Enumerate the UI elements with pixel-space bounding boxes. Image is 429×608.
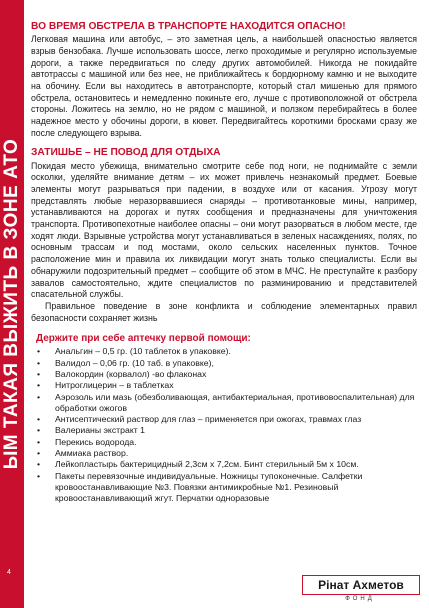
bullet-icon: •: [37, 391, 41, 402]
bullet-icon: •: [37, 425, 41, 436]
bullet-icon: •: [37, 357, 41, 368]
list-item: [37, 437, 417, 448]
list-item: [37, 448, 417, 459]
list-item: [37, 414, 417, 425]
list-item-text: Анальгин – 0,5 гр. (10 таблеток в упаковке).: [55, 346, 231, 357]
list-item-text: Перекись водорода.: [55, 436, 137, 447]
list-item-text: Валокордин (корвалол) -во флаконах: [55, 368, 207, 379]
bullet-icon: •: [37, 414, 41, 425]
heading-shelling-transport: ВО ВРЕМЯ ОБСТРЕЛА В ТРАНСПОРТЕ НАХОДИТСЯ ОПАСНО!: [31, 21, 346, 32]
bullet-icon: •: [37, 436, 41, 447]
bullet-icon: •: [37, 368, 41, 379]
list-item: [37, 425, 417, 436]
heading-calm: ЗАТИШЬЕ – НЕ ПОВОД ДЛЯ ОТДЫХА: [31, 147, 221, 159]
list-item: [37, 358, 417, 369]
page-number: 4: [7, 569, 11, 576]
list-item-text: Пакеты перевязочные индивидуальные. Ножницы тупоконечные. Салфетки кровоостанавливающие №3. Повязки антимикробные №1. Резиновый кровоостанавливающий жгут. Перчатки одноразовые: [55, 470, 363, 504]
bullet-icon: •: [37, 346, 41, 357]
list-item-text: Антисептический раствор для глаз – применяется при ожогах, травмах глаз: [55, 414, 362, 425]
paragraph-transport: Легковая машина или автобус, – это заметная цель, а наибольшей опасностью является взрыв бензобака. Лучше использовать шоссе, легко проходимые и регулярно используемые дороги, а также передвигаться по следу других автомобилей. Никогда не покидайте автотрассы с машиной или без нее, не приближайтесь к бордюрному камню и не выходите на обочину. Если вы находитесь в автотранспорте, который стал мишенью для прямого обстрела, остановитесь и немедленно покиньте его, лучше с противоположной от обстрела стороны. Ложитесь на землю, но не рядом с машиной, и ползком перебирайтесь в более надежное место у обочины дороги, в кювет. Передвигайтесь короткими бросками сразу же после следующего взрыва.: [31, 34, 417, 138]
bullet-icon: •: [37, 470, 41, 481]
side-banner: [0, 0, 24, 608]
list-item-text: Валидол – 0,06 гр. (10 таб. в упаковке),: [55, 357, 214, 368]
list-item-text: Аммиака раствор.: [55, 448, 129, 459]
bullet-icon: •: [37, 459, 41, 470]
list-item-text: Нитроглицерин – в таблетках: [55, 380, 174, 391]
bullet-icon: •: [37, 380, 41, 391]
list-item-text: Валерианы экстракт 1: [55, 425, 145, 436]
list-item: [37, 459, 417, 470]
main-content: [31, 21, 417, 505]
bullet-icon: •: [37, 448, 41, 459]
list-item: [37, 346, 417, 357]
side-banner-text: ЫМ ТАКАЯ ВЫЖИТЬ В ЗОНЕ АТО: [1, 138, 22, 470]
list-item: [37, 471, 417, 505]
paragraph-conclusion: Правильное поведение в зоне конфликта и соблюдение элементарных правил безопасности сохраняет жизнь: [31, 300, 417, 323]
list-item: [37, 380, 417, 391]
list-item-text: Аэрозоль или мазь (обезболивающая, антибактериальная, противовоспалительная) для обработки ожогов: [55, 391, 415, 413]
foundation-logo-subtitle: ФОНД: [345, 596, 375, 602]
list-item: [37, 392, 417, 415]
paragraph-calm: Покидая место убежища, внимательно смотрите себе под ноги, не поднимайте с земли осколки, уделяйте внимание детям – их может привлечь незнакомый предмет. Боевые элементы могут разрываться при падении, в воздухе или от касания. Угрозу могут представлять любые неразорвавшиеся снаряды – противотанковые мины, например, устанавливаются на дорогах и путях сообщения и предназначены для уничтожения транспорта. Противопехотные наиболее опасны – они могут разорваться в любом месте, где ходят люди. Взрывные устройства могут устанавливаться в зеленых насаждениях, полях, по основным трассам и под мостами, около сельских населенных пунктов. Точное расположение мин и правила их ликвидации могут знать только специалисты. Если вы обнаружили подозрительный предмет – сообщите об этом в МЧС. Не преступайте к разбору завалов самостоятельно, ждите специалистов по разминированию и представителей спасательной службы.: [31, 160, 417, 300]
first-aid-heading: Держите при себе аптечку первой помощи:: [36, 333, 251, 345]
list-item: [37, 369, 417, 380]
first-aid-list: [31, 346, 417, 504]
list-item-text: Лейкопластырь бактерицидный 2,3см х 7,2см. Бинт стерильный 5м х 10см.: [55, 459, 359, 470]
foundation-logo: Рінат Ахметов: [302, 575, 420, 595]
